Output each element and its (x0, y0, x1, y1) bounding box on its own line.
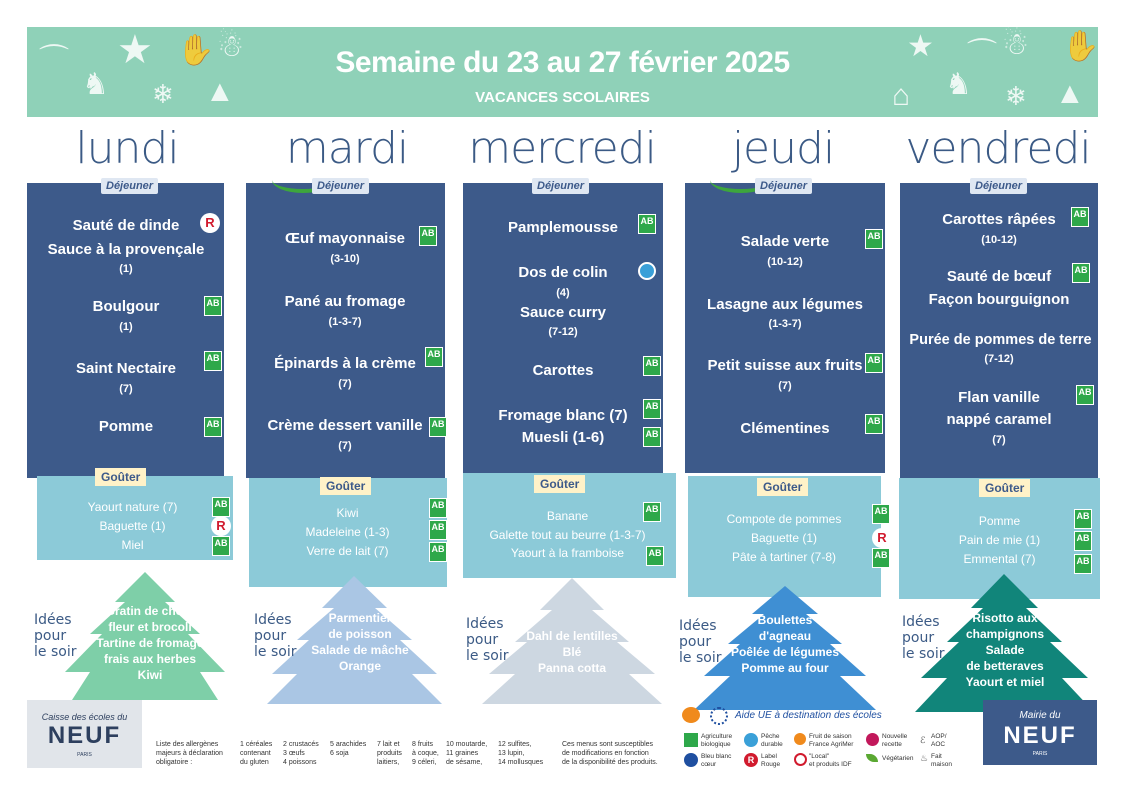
snack-item: Pomme (978, 514, 1021, 528)
allergen-col: 10 moutarde, 11 graines de sésame, (446, 741, 488, 766)
dish: Fromage blanc (7) (498, 407, 628, 424)
dish: Sauce curry (520, 304, 606, 321)
evening-label: Idées pour le soir (902, 614, 945, 662)
organic-ab-icon: AB (643, 356, 661, 376)
tree-icon: ▲ (1055, 77, 1085, 110)
organic-ab-icon: AB (646, 546, 664, 566)
menu-disclaimer: Ces menus sont susceptibles de modifications en fonction de la disponibilité des produits. (562, 741, 658, 766)
dish: Pomme (98, 418, 154, 435)
mitten-icon: ✋ (177, 34, 215, 67)
day-name-mardi: mardi (285, 123, 409, 174)
snack-item: Emmental (7) (963, 552, 1036, 566)
star-icon: ★ (907, 30, 934, 63)
dish: Purée de pommes de terre (909, 332, 1092, 348)
label-legend: Agriculture biologique Pêche durable Fruit de saison France AgriMer Nouvelle recette ℰ AOP/ AOC Bleu blanc cœur R Label Rouge "Local" et produits IDF Végétarien ♨ Fait maison (684, 733, 974, 773)
snack-item: Pain de mie (1) (958, 533, 1041, 547)
organic-ab-icon: AB (204, 296, 222, 316)
evening-menu-mercredi: Dahl de lentilles Blé Panna cotta (526, 629, 618, 675)
dish: Sauté de bœuf (946, 268, 1052, 285)
dish: Dos de colin (518, 264, 608, 281)
organic-ab-icon: AB (865, 353, 883, 373)
dish: Saint Nectaire (75, 360, 177, 377)
organic-ab-icon: AB (638, 214, 656, 234)
dish: Flan vanille (958, 389, 1040, 406)
dish: Œuf mayonnaise (284, 230, 406, 247)
caisse-des-ecoles-logo: Caisse des écoles du NEUF PARIS (27, 700, 142, 768)
allergens: (4) (556, 287, 570, 299)
evening-menu-vendredi: Risotto aux champignons Salade de betteraves Yaourt et miel (965, 611, 1045, 689)
day-name-vendredi: vendredi (905, 123, 1091, 174)
seasonal-fruit-icon (794, 733, 806, 745)
organic-ab-icon: AB (425, 347, 443, 367)
label-rouge-icon: R (211, 516, 231, 536)
snack-item: Banane (546, 509, 589, 523)
allergens: (3-10) (330, 253, 360, 265)
allergens: (7-12) (548, 326, 578, 338)
allergens: (10-12) (981, 234, 1017, 246)
allergen-col: 1 céréales contenant du gluten (240, 741, 273, 766)
dish: Pané au fromage (284, 293, 406, 310)
mairie-logo: Mairie du NEUF PARIS (983, 700, 1097, 765)
allergens: (7) (778, 380, 792, 392)
snack-item: Pâte à tartiner (7-8) (731, 550, 837, 564)
organic-ab-icon: AB (643, 427, 661, 447)
homemade-icon: ♨ (920, 753, 929, 763)
allergens: (1) (119, 263, 133, 275)
evening-label: Idées pour le soir (466, 616, 509, 664)
dish: Sauce à la provençale (47, 241, 205, 258)
candy-cane-icon: ⌒ (39, 44, 69, 77)
snack-item: Kiwi (336, 506, 359, 520)
allergens: (10-12) (767, 256, 803, 268)
evening-label: Idées pour le soir (34, 612, 77, 660)
gingerbread-icon: ☃ (217, 30, 244, 63)
allergen-col: 5 arachides 6 soja (330, 741, 367, 757)
header-banner (27, 27, 1098, 117)
organic-ab-icon: AB (643, 502, 661, 522)
allergens: (7) (992, 434, 1006, 446)
allergens: (7) (338, 440, 352, 452)
gingerbread-icon: ☃ (1002, 28, 1029, 61)
local-products-icon (794, 753, 807, 766)
allergen-col: 7 lait et produits laitiers, (377, 741, 402, 766)
allergens: (7) (338, 378, 352, 390)
organic-ab-icon: AB (204, 417, 222, 437)
fruit-icon (682, 707, 700, 723)
snowflake-icon: ❄ (1005, 81, 1027, 111)
organic-ab-icon: AB (872, 504, 890, 524)
new-recipe-icon (866, 733, 879, 746)
allergens: (7) (119, 383, 133, 395)
snack-item: Compote de pommes (726, 512, 842, 526)
sustainable-fishing-icon (638, 262, 656, 280)
label-rouge-icon: R (200, 213, 220, 233)
allergens: (7-12) (984, 353, 1014, 365)
snack-item: Baguette (1) (99, 519, 166, 533)
organic-ab-icon: AB (865, 414, 883, 434)
snack-item: Verre de lait (7) (306, 544, 389, 558)
dish: Clémentines (740, 420, 830, 437)
lunch-tag: Déjeuner (970, 178, 1027, 194)
snack-item: Yaourt à la framboise (510, 546, 625, 560)
snack-tag: Goûter (534, 475, 585, 493)
dish: Épinards à la crème (274, 355, 416, 372)
dish: Petit suisse aux fruits (707, 357, 863, 374)
snack-item: Yaourt nature (7) (87, 500, 178, 514)
organic-ab-icon: AB (1074, 509, 1092, 529)
dish: Lasagne aux légumes (707, 296, 863, 313)
label-rouge-icon: R (872, 528, 892, 548)
house-icon: ⌂ (892, 79, 911, 112)
snack-tag: Goûter (320, 477, 371, 495)
snack-item: Baguette (1) (750, 531, 818, 545)
organic-ab-icon: AB (204, 351, 222, 371)
organic-ab-icon: AB (1074, 554, 1092, 574)
snack-tag: Goûter (757, 478, 808, 496)
evening-label: Idées pour le soir (254, 612, 297, 660)
tree-icon: ▲ (205, 75, 235, 108)
star-icon: ★ (117, 28, 153, 72)
dish: Pamplemousse (507, 219, 619, 236)
reindeer-icon: ♞ (82, 68, 109, 101)
organic-ab-icon: AB (872, 548, 890, 568)
snack-item: Galette tout au beurre (1-3-7) (489, 528, 646, 542)
dish: Carottes (532, 362, 594, 379)
candy-cane-icon: ⌒ (967, 38, 997, 71)
dish: nappé caramel (946, 411, 1052, 428)
organic-ab-icon: AB (1074, 531, 1092, 551)
evening-label: Idées pour le soir (679, 618, 722, 666)
organic-ab-icon: AB (865, 229, 883, 249)
evening-menu-jeudi: Boulettes d'agneau Poêlée de légumes Pomme au four (730, 613, 840, 675)
allergens: (1-3-7) (328, 316, 362, 328)
eu-aid-text: Aide UE à destination des écoles (735, 710, 882, 721)
organic-ab-icon: AB (1071, 207, 1089, 227)
organic-ab-icon: AB (643, 399, 661, 419)
organic-ab-icon: AB (212, 536, 230, 556)
dish: Façon bourguignon (928, 291, 1070, 308)
vegetarian-leaf-icon (866, 754, 878, 762)
day-name-jeudi: jeudi (731, 123, 835, 174)
aop-icon: ℰ (920, 735, 926, 745)
snowflake-icon: ❄ (152, 79, 174, 109)
eu-stars-icon (710, 707, 728, 725)
allergen-col: 2 crustacés 3 œufs 4 poissons (283, 741, 319, 766)
reindeer-icon: ♞ (945, 68, 972, 101)
day-name-mercredi: mercredi (468, 123, 656, 174)
allergens: (1) (119, 321, 133, 333)
lunch-tag: Déjeuner (101, 178, 158, 194)
day-name-lundi: lundi (75, 123, 179, 174)
dish: Carottes râpées (942, 211, 1056, 228)
sustainable-fishing-icon (744, 733, 758, 747)
snack-tag: Goûter (95, 468, 146, 486)
allergen-intro: Liste des allergènes majeurs à déclaration obligatoire : (156, 741, 223, 766)
mitten-icon: ✋ (1062, 30, 1100, 63)
snack-item: Miel (121, 538, 144, 552)
label-rouge-icon: R (744, 753, 758, 767)
organic-ab-icon: AB (212, 497, 230, 517)
page-subtitle: VACANCES SCOLAIRES (475, 89, 650, 106)
organic-ab-icon: AB (429, 520, 447, 540)
lunch-tag: Déjeuner (312, 178, 369, 194)
evening-menu-lundi: Gratin de chou- fleur et brocoli Tartine de fromage frais aux herbes Kiwi (96, 604, 204, 682)
lunch-tag: Déjeuner (532, 178, 589, 194)
snack-item: Madeleine (1-3) (305, 525, 390, 539)
bleu-blanc-coeur-icon (684, 753, 698, 767)
allergen-col: 12 sulfites, 13 lupin, 14 mollusques (498, 741, 544, 766)
allergen-col: 8 fruits à coque, 9 céleri, (412, 741, 439, 766)
dish: Sauté de dinde (72, 217, 180, 234)
organic-ab-icon (684, 733, 698, 747)
organic-ab-icon: AB (419, 226, 437, 246)
dish: Muesli (1-6) (521, 429, 605, 446)
organic-ab-icon: AB (429, 417, 447, 437)
dish: Crème dessert vanille (267, 417, 423, 434)
dish: Salade verte (740, 233, 830, 250)
organic-ab-icon: AB (1076, 385, 1094, 405)
dish: Boulgour (92, 298, 160, 315)
snack-tag: Goûter (979, 479, 1030, 497)
organic-ab-icon: AB (429, 542, 447, 562)
allergens: (1-3-7) (768, 318, 802, 330)
evening-menu-mardi: Parmentier de poisson Salade de mâche Orange (311, 611, 409, 673)
lunch-tag: Déjeuner (755, 178, 812, 194)
organic-ab-icon: AB (429, 498, 447, 518)
organic-ab-icon: AB (1072, 263, 1090, 283)
page-title: Semaine du 23 au 27 février 2025 (335, 46, 790, 79)
